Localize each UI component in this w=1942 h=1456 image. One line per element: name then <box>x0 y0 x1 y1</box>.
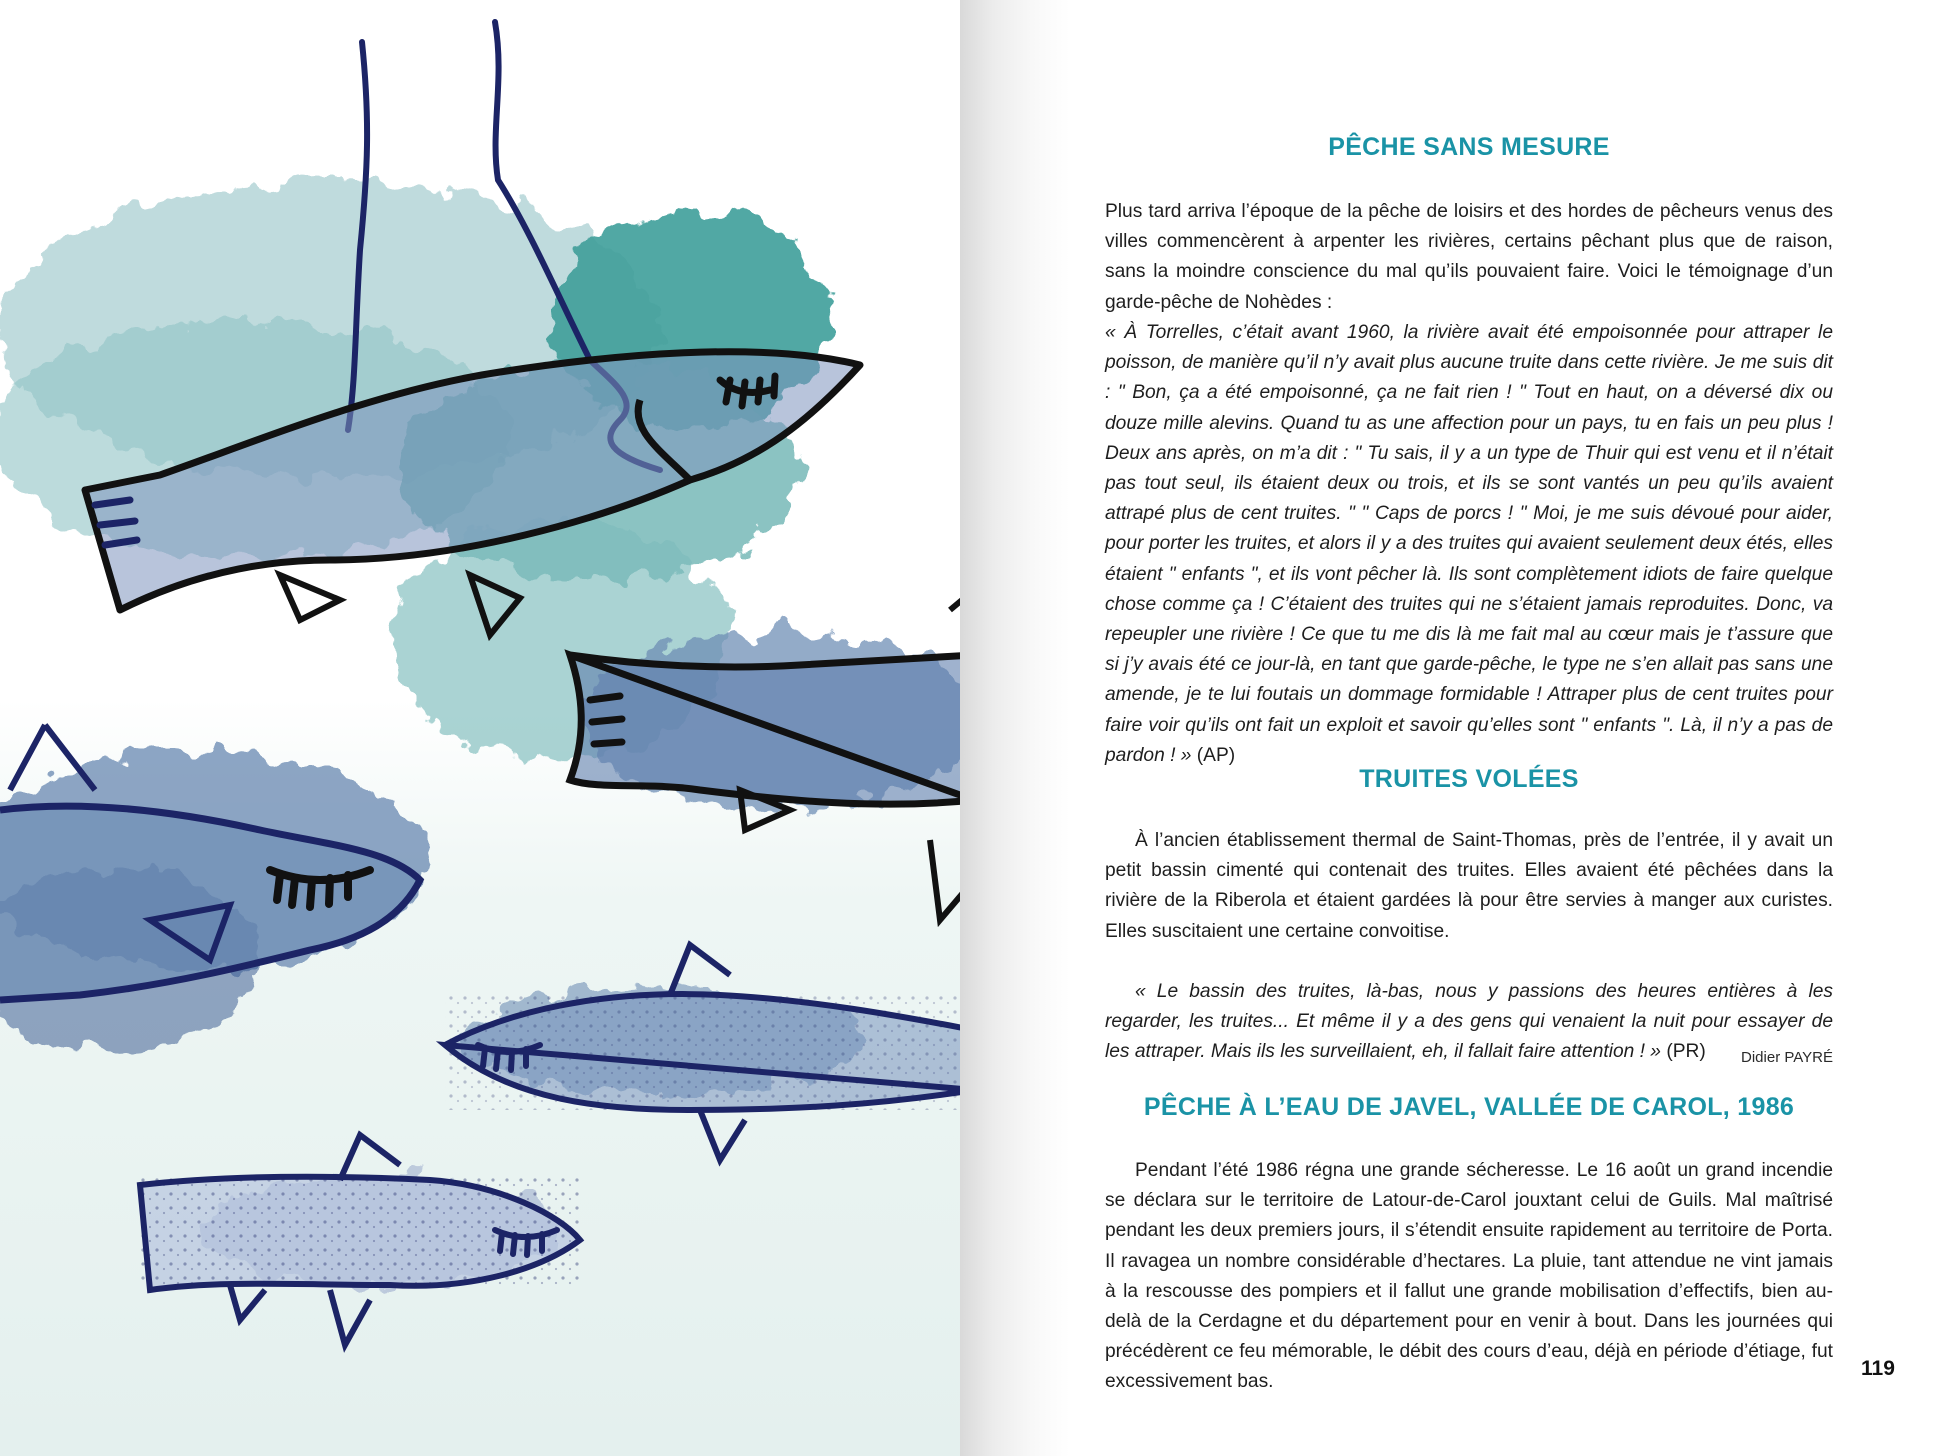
section-title: PÊCHE À L’EAU DE JAVEL, VALLÉE DE CAROL, 1986 <box>1143 1093 1795 1121</box>
paragraph: Pendant l’été 1986 régna une grande sécheresse. Le 16 août un grand incendie se déclara sur le territoire de Latour-de-Carol jouxtant celui de Guils. Mal maîtrisé pendant les deux premiers jours, il s’étendit ensuite rapidement au territoire de Porta. Il ravagea un nombre considérable d’hectares. La pluie, tant attendue ne vint jamais à la rescousse des pompiers et il fallut une grande mobilisation d’effectifs, bien au-delà de la Cerdagne et du département pour en venir à bout. Dans les journées qui précédèrent ce feu mémorable, le débit des cours d’eau, déjà en période d’étiage, fut excessivement bas. <box>1105 1160 1833 1393</box>
testimony-quote <box>1105 318 1833 771</box>
quote-text: « À Torrelles, c’était avant 1960, la rivière avait été empoisonnée pour attraper le poisson, de manière qu’il n’y avait plus aucune truite dans cette rivière. Je me suis dit : " Bon, ça a été empoisonné, ça ne fait rien ! " Tout en haut, on a déversé dix ou douze mille alevins. Quand tu as une affection pour un pays, tu en fais un peu plus ! Deux ans après, on m’a dit : " Tu sais, il y a un type de Thuir qui est venu et il n’était pas tout seul, ils étaient deux ou trois, et ils se sont vantés un peu qu’ils avaient attrapé plus de cent truites. " " Caps de porcs ! " Moi, je me suis dévoué pour aider, pour porter les truites, et alors il y a des truites qui avaient seulement deux étés, elles étaient " enfants ", et ils vont pêcher là. Ils sont complètement idiots de faire quelque chose comme ça ! C’étaient des truites qui ne s’étaient jamais reproduites. Donc, va repeupler une rivière ! Ce que tu me dis là me fait mal au cœur mais je t’assure que si j’y avais été ce jour-là, en tant que garde-pêche, le type ne s’en allait pas sans une amende, je te lui foutais un dommage formidable ! Attraper plus de cent truites pour faire voir qu’ils ont fait un exploit et savoir qu’elles sont " enfants ". Là, il n’y a pas de pardon ! » <box>1105 322 1833 766</box>
section-title: PÊCHE SANS MESURE <box>1328 133 1610 161</box>
text-page <box>1105 0 1833 1456</box>
quote-author: Didier PAYRÉ <box>1741 1049 1833 1066</box>
fish-5 <box>140 1135 580 1345</box>
quote-text: « Le bassin des truites, là-bas, nous y passions des heures entières à les regarder, les truites... Et même il y a des gens qui venaient la nuit pour essayer de les attraper. Mais ils les surveillaient, eh, il fallait faire attention ! » <box>1105 981 1833 1063</box>
quote-source: (PR) <box>1666 1041 1706 1063</box>
paragraph: Plus tard arriva l’époque de la pêche de loisirs et des hordes de pêcheurs venus des villes commencèrent à arpenter les rivières, certains pêchant plus que de raison, sans la moindre conscience du mal qu’ils pouvaient faire. Voici le témoignage d’un garde-pêche de Nohèdes : <box>1105 201 1833 313</box>
book-gutter <box>960 0 1070 1456</box>
quote-source: (AP) <box>1196 744 1236 766</box>
section-title: TRUITES VOLÉES <box>1359 765 1579 793</box>
paragraph: À l’ancien établissement thermal de Saint-Thomas, près de l’entrée, il y avait un petit bassin cimenté qui contenait des truites. Elles avaient été pêchées dans la rivière de la Riberola et étaient gardées là pour être servies à manger aux curistes. Elles suscitaient une certaine convoitise. <box>1105 830 1833 942</box>
page-number: 119 <box>1861 1357 1895 1380</box>
testimony-quote <box>1105 977 1833 1068</box>
fish-4 <box>445 945 974 1160</box>
